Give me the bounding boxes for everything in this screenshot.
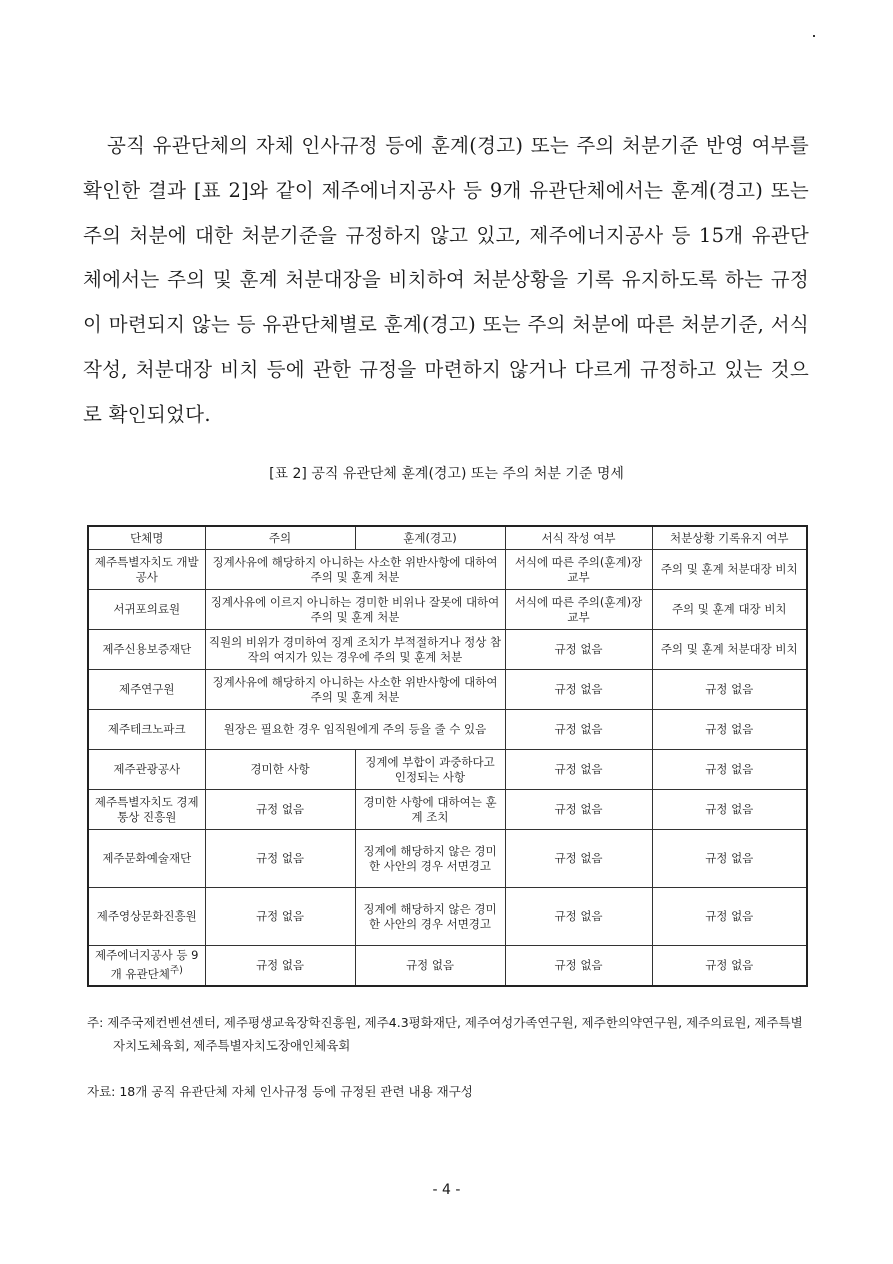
reprimand-cell: 징계에 해당하지 않은 경미한 사안의 경우 서면경고 xyxy=(355,888,505,946)
form-cell: 서식에 따른 주의(훈계)장 교부 xyxy=(505,590,652,630)
criteria-cell: 징계사유에 해당하지 아니하는 사소한 위반사항에 대하여 주의 및 훈계 처분 xyxy=(205,670,505,710)
table-row xyxy=(88,830,807,888)
table-header-row xyxy=(88,526,807,550)
criteria-cell: 징계사유에 해당하지 아니하는 사소한 위반사항에 대하여 주의 및 훈계 처분 xyxy=(205,550,505,590)
body-paragraph: 공직 유관단체의 자체 인사규정 등에 훈계(경고) 또는 주의 처분기준 반영 여부를 확인한 결과 [표 2]와 같이 제주에너지공사 등 9개 유관단체에서는 훈계(경고) 또는 주의 처분에 대한 처분기준을 규정하지 않고 있고, 제주에너지공사 등 15개 유관단체에서는 주의 및 훈계 처분대장을 비치하여 처분상황을 기록 유지하도록 하는 규정이 마련되지 않는 등 유관단체별로 훈계(경고) 또는 주의 처분에 따른 처분기준, 서식 작성, 처분대장 비치 등에 관한 규정을 마련하지 않거나 다르게 규정하고 있는 것으로 확인되었다. xyxy=(83,134,809,426)
header-form: 서식 작성 여부 xyxy=(505,526,652,550)
org-cell xyxy=(88,946,205,986)
form-cell: 규정 없음 xyxy=(505,750,652,790)
header-org: 단체명 xyxy=(88,526,205,550)
reprimand-cell: 징계에 부합이 과중하다고 인정되는 사항 xyxy=(355,750,505,790)
record-cell: 주의 및 훈계 처분대장 비치 xyxy=(652,630,807,670)
reprimand-cell: 징계에 해당하지 않은 경미한 사안의 경우 서면경고 xyxy=(355,830,505,888)
record-cell: 규정 없음 xyxy=(652,710,807,750)
table-row xyxy=(88,888,807,946)
table-row xyxy=(88,750,807,790)
page-number: - 4 - xyxy=(432,1182,461,1198)
form-cell: 규정 없음 xyxy=(505,946,652,986)
org-cell: 제주문화예술재단 xyxy=(88,830,205,888)
caution-cell: 규정 없음 xyxy=(205,888,355,946)
header-caution: 주의 xyxy=(205,526,355,550)
reprimand-cell: 규정 없음 xyxy=(355,946,505,986)
org-label: 제주에너지공사 등 9개 유관단체 xyxy=(95,948,199,982)
form-cell: 규정 없음 xyxy=(505,790,652,830)
form-cell: 서식에 따른 주의(훈계)장 교부 xyxy=(505,550,652,590)
record-cell: 규정 없음 xyxy=(652,670,807,710)
record-cell: 규정 없음 xyxy=(652,946,807,986)
criteria-cell: 직원의 비위가 경미하여 징계 조치가 부적절하거나 정상 참작의 여지가 있는 경우에 주의 및 훈계 처분 xyxy=(205,630,505,670)
org-cell: 제주연구원 xyxy=(88,670,205,710)
org-cell: 제주영상문화진흥원 xyxy=(88,888,205,946)
table-row xyxy=(88,946,807,986)
scan-speck xyxy=(813,35,815,37)
form-cell: 규정 없음 xyxy=(505,670,652,710)
header-record: 처분상황 기록유지 여부 xyxy=(652,526,807,550)
org-cell: 제주특별자치도 경제통상 진흥원 xyxy=(88,790,205,830)
table-row xyxy=(88,550,807,590)
footnote-marker: 주) xyxy=(169,965,183,977)
org-cell: 제주특별자치도 개발공사 xyxy=(88,550,205,590)
header-reprimand: 훈계(경고) xyxy=(355,526,505,550)
criteria-table xyxy=(87,525,808,987)
table-row xyxy=(88,630,807,670)
reprimand-cell: 경미한 사항에 대하여는 훈계 조치 xyxy=(355,790,505,830)
record-cell: 주의 및 훈계 처분대장 비치 xyxy=(652,550,807,590)
record-cell: 규정 없음 xyxy=(652,790,807,830)
criteria-cell: 원장은 필요한 경우 임직원에게 주의 등을 줄 수 있음 xyxy=(205,710,505,750)
caution-cell: 규정 없음 xyxy=(205,790,355,830)
caution-cell: 규정 없음 xyxy=(205,946,355,986)
record-cell: 규정 없음 xyxy=(652,888,807,946)
form-cell: 규정 없음 xyxy=(505,630,652,670)
org-cell: 제주신용보증재단 xyxy=(88,630,205,670)
record-cell: 규정 없음 xyxy=(652,750,807,790)
org-cell: 제주관광공사 xyxy=(88,750,205,790)
org-cell: 서귀포의료원 xyxy=(88,590,205,630)
table-row xyxy=(88,710,807,750)
form-cell: 규정 없음 xyxy=(505,888,652,946)
table-row xyxy=(88,670,807,710)
form-cell: 규정 없음 xyxy=(505,830,652,888)
criteria-cell: 징계사유에 이르지 아니하는 경미한 비위나 잘못에 대하여 주의 및 훈계 처분 xyxy=(205,590,505,630)
table-row xyxy=(88,590,807,630)
org-cell: 제주테크노파크 xyxy=(88,710,205,750)
table-row xyxy=(88,790,807,830)
caution-cell: 규정 없음 xyxy=(205,830,355,888)
footnote: 주: 제주국제컨벤션센터, 제주평생교육장학진흥원, 제주4.3평화재단, 제주여성가족연구원, 제주한의약연구원, 제주의료원, 제주특별자치도체육회, 제주특별자치도장애인체육회 xyxy=(87,1015,803,1053)
source-note: 자료: 18개 공직 유관단체 자체 인사규정 등에 규정된 관련 내용 재구성 xyxy=(87,1084,473,1099)
record-cell: 규정 없음 xyxy=(652,830,807,888)
form-cell: 규정 없음 xyxy=(505,710,652,750)
caution-cell: 경미한 사항 xyxy=(205,750,355,790)
table-caption: [표 2] 공직 유관단체 훈계(경고) 또는 주의 처분 기준 명세 xyxy=(269,466,624,482)
record-cell: 주의 및 훈계 대장 비치 xyxy=(652,590,807,630)
